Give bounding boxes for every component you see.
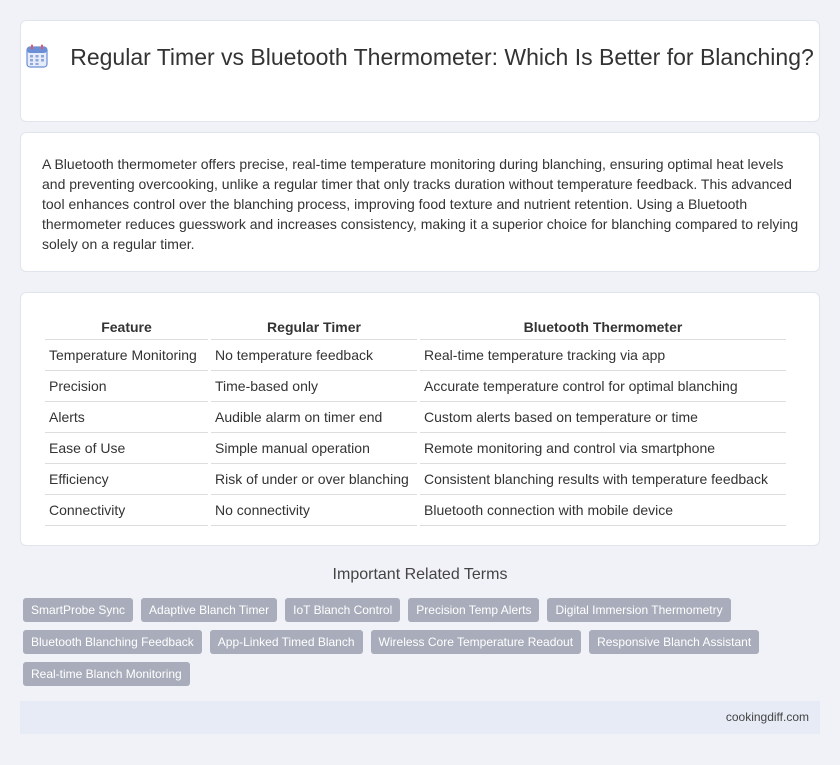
comparison-card (20, 292, 820, 546)
term-tag[interactable]: IoT Blanch Control (285, 598, 400, 622)
table-cell: Bluetooth connection with mobile device (420, 495, 786, 526)
table-cell: Connectivity (45, 495, 208, 526)
table-row (45, 402, 786, 433)
term-tag[interactable]: Bluetooth Blanching Feedback (23, 630, 202, 654)
related-terms-title: Important Related Terms (332, 566, 508, 583)
term-tag[interactable]: Precision Temp Alerts (408, 598, 539, 622)
comparison-table (42, 315, 789, 526)
term-tag[interactable]: Real-time Blanch Monitoring (23, 662, 190, 686)
page-title: Regular Timer vs Bluetooth Thermometer: Which Is Better for Blanching? (70, 44, 814, 70)
table-cell: No connectivity (211, 495, 417, 526)
table-cell: Alerts (45, 402, 208, 433)
intro-paragraph: A Bluetooth thermometer offers precise, real-time temperature monitoring during blanching, ensuring optimal heat levels and preventing overcooking, unlike a regular timer that only tracks duration without temperature feedback. This advanced tool enhances control over the blanching process, improving food texture and nutrient retention. Using a Bluetooth thermometer reduces guesswork and increases consistency, making it a superior choice for blanching compared to relying solely on a regular timer. (42, 156, 799, 252)
table-cell: No temperature feedback (211, 340, 417, 371)
table-cell: Custom alerts based on temperature or time (420, 402, 786, 433)
table-cell: Temperature Monitoring (45, 340, 208, 371)
footer (20, 701, 820, 734)
table-cell: Simple manual operation (211, 433, 417, 464)
table-cell: Accurate temperature control for optimal blanching (420, 371, 786, 402)
term-tag[interactable]: Adaptive Blanch Timer (141, 598, 277, 622)
table-cell: Audible alarm on timer end (211, 402, 417, 433)
table-cell: Real-time temperature tracking via app (420, 340, 786, 371)
table-cell: Risk of under or over blanching (211, 464, 417, 495)
term-tag[interactable]: App-Linked Timed Blanch (210, 630, 363, 654)
table-row (45, 464, 786, 495)
table-row (45, 433, 786, 464)
term-tag[interactable]: SmartProbe Sync (23, 598, 133, 622)
calendar-icon (26, 44, 48, 68)
header-feature: Feature (45, 315, 208, 340)
term-tag[interactable]: Wireless Core Temperature Readout (371, 630, 582, 654)
related-terms-tags (23, 598, 803, 686)
table-cell: Consistent blanching results with temperature feedback (420, 464, 786, 495)
table-row (45, 495, 786, 526)
table-cell: Time-based only (211, 371, 417, 402)
table-cell: Precision (45, 371, 208, 402)
header-regular-timer: Regular Timer (211, 315, 417, 340)
table-cell: Remote monitoring and control via smartphone (420, 433, 786, 464)
header-bluetooth-thermometer: Bluetooth Thermometer (420, 315, 786, 340)
term-tag[interactable]: Responsive Blanch Assistant (589, 630, 759, 654)
term-tag[interactable]: Digital Immersion Thermometry (547, 598, 730, 622)
table-cell: Ease of Use (45, 433, 208, 464)
table-header-row (45, 315, 786, 340)
page-title-wrap (21, 43, 819, 72)
table-cell: Efficiency (45, 464, 208, 495)
header-card (20, 20, 820, 122)
table-row (45, 340, 786, 371)
footer-site-link[interactable]: cookingdiff.com (725, 710, 809, 724)
intro-card (20, 132, 820, 272)
table-row (45, 371, 786, 402)
